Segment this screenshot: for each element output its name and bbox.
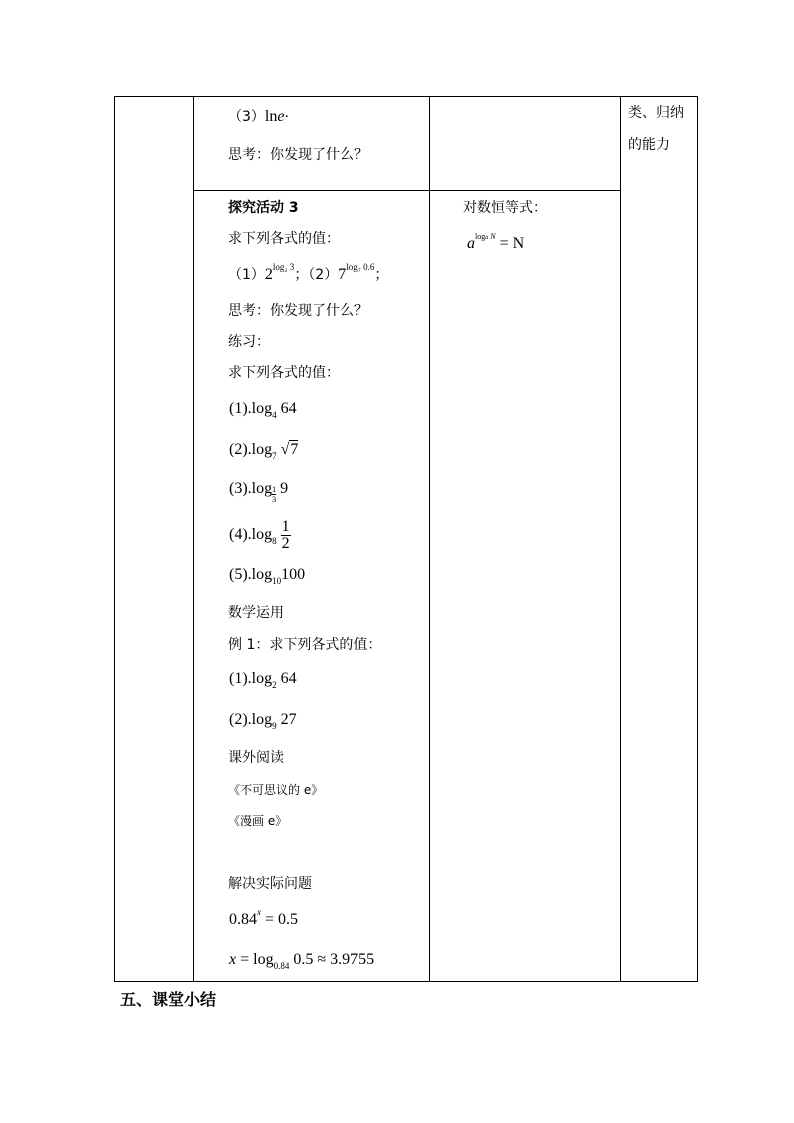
item3-end: · (284, 109, 289, 125)
item3-expr: ln (264, 108, 278, 125)
activity-title: 探究活动 3 (228, 200, 299, 216)
item3-label: （3） (228, 109, 265, 125)
reading-book1: 《不可思议的 e》 (228, 783, 324, 797)
base-fraction: $\frac{1}{3}$ (272, 485, 277, 504)
activity-think: 思考：你发现了什么？ (228, 303, 368, 319)
column-divider-1 (193, 96, 194, 982)
item1-base: 2 (264, 266, 273, 283)
column-divider-3 (620, 96, 621, 982)
example-2: $(2).\log_9$ 27 (229, 711, 297, 731)
exercise-1: $(1).\log_4$ 64 (229, 400, 297, 420)
problem-title: 解决实际问题 (228, 876, 312, 892)
item2-base: 7 (338, 266, 347, 283)
item-sep: ；（2） (294, 267, 339, 283)
example-1: $(1).\log_2$ 64 (229, 670, 297, 690)
top-think: 思考：你发现了什么？ (228, 147, 368, 163)
arg-fraction: $\frac{1}{2}$ (281, 517, 290, 552)
item2-exp: log₇ 0.6 (346, 262, 375, 272)
item1-label: （1） (228, 267, 265, 283)
item1-exp: log₂ 3 (272, 262, 295, 272)
table-frame (114, 96, 698, 982)
reading-title: 课外阅读 (228, 750, 284, 766)
item3-var: e (277, 108, 285, 125)
problem-eq2: $x = \log_{0.84} 0.5 \approx 3.9755$ (229, 951, 375, 971)
column-divider-2 (429, 96, 430, 982)
application-title: 数学运用 (228, 605, 284, 621)
exercise-5: $(5).\log_{10}100$ (229, 566, 306, 586)
activity-items (228, 262, 389, 285)
problem-eq1: 0.84$^x$ = 0.5 (229, 907, 299, 928)
reading-book2: 《漫画 e》 (228, 814, 288, 828)
section-title: 五、课堂小结 (120, 990, 217, 1009)
right-col-line2: 的能力 (628, 137, 670, 153)
exercise-4: $(4).\log_8$ $\frac{1}{2}$ (229, 517, 290, 552)
identity-label: 对数恒等式： (463, 200, 547, 216)
right-col-line1: 类、归纳 (628, 105, 684, 121)
practice-prompt: 求下列各式的值： (228, 365, 340, 381)
sqrt-symbol: √7 (280, 441, 299, 458)
exercise-2: $(2).\log_7$ √7 (229, 441, 299, 461)
row-divider (193, 190, 621, 191)
exercise-3: (3).log $\frac{1}{3}$ 9 (229, 480, 289, 504)
item3-line (228, 108, 289, 126)
identity-formula: $a^{loga N} = N$ (467, 232, 525, 252)
example-label: 例 1：求下列各式的值： (228, 637, 382, 653)
practice-label: 练习： (228, 334, 270, 350)
item-end: ； (374, 267, 389, 283)
activity-prompt: 求下列各式的值： (228, 231, 340, 247)
